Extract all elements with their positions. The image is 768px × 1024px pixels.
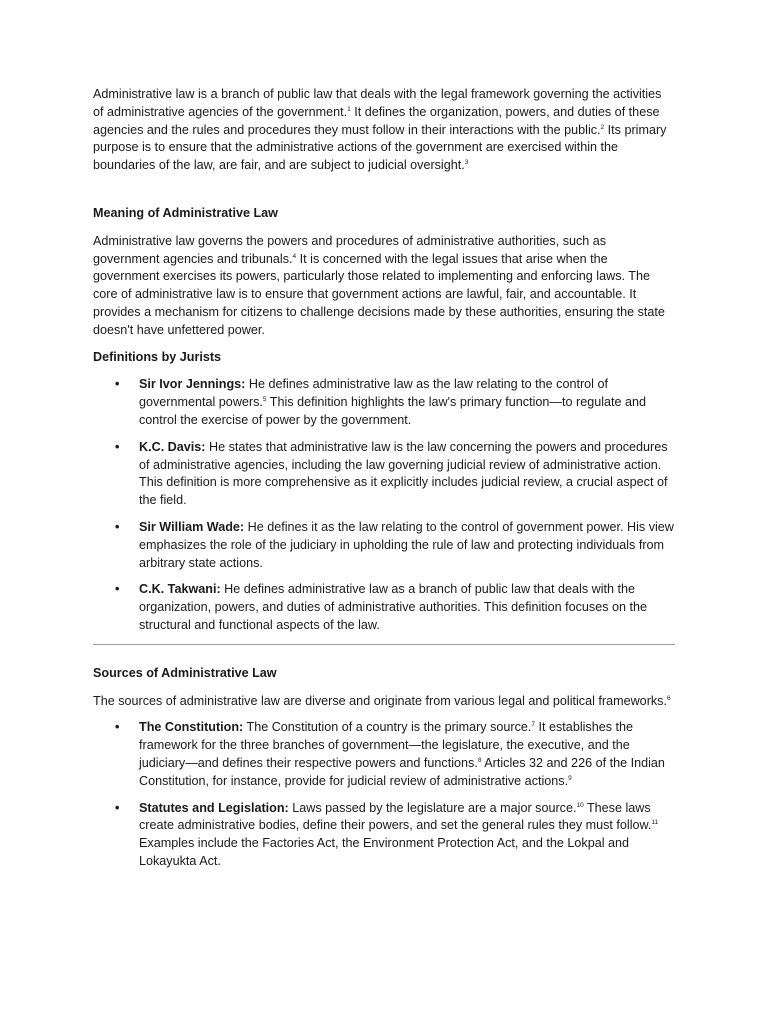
list-item [93, 581, 675, 634]
footnote-ref-1[interactable]: 1 [347, 105, 351, 113]
definition-text: He states that administrative law is the law concerning the powers and procedures of administrative agencies, including the law governing judicial review of administrative action. This definition is more comprehensive as it explicitly includes judicial review, a crucial aspect of the field. [139, 439, 668, 508]
intro-text-1: Administrative law is a branch of public law that deals with the legal framework governing the activities of administrative agencies of the government. [93, 87, 662, 119]
list-item [93, 376, 675, 429]
footnote-ref-10[interactable]: 10 [576, 801, 584, 809]
meaning-paragraph [93, 233, 675, 340]
definition-text: This definition highlights the law's primary function—to regulate and control the exercise of power by the government. [139, 395, 647, 427]
jurist-name: K.C. Davis: [139, 439, 206, 454]
list-item [93, 439, 675, 510]
source-text: These laws create administrative bodies, define their powers, and set the general rules they must follow. [139, 800, 652, 833]
definition-text: He defines it as the law relating to the control of government power. His view emphasizes the role of the judiciary in upholding the rule of law and protecting individuals from arbitrary state actions. [139, 519, 674, 570]
bullet-icon: • [115, 377, 120, 392]
footnote-ref-11[interactable]: 11 [651, 819, 659, 827]
bullet-icon: • [115, 519, 120, 534]
source-text: The Constitution of a country is the primary source. [243, 720, 532, 735]
definitions-heading: Definitions by Jurists [93, 349, 222, 364]
footnote-ref-2[interactable]: 2 [600, 123, 605, 131]
list-item [93, 519, 675, 572]
footnote-ref-8[interactable]: 8 [477, 756, 482, 764]
source-text: It establishes the framework for the three branches of government—the legislature, the executive, and the judiciary—and defines their respective powers and functions. [139, 720, 634, 770]
definitions-list [93, 376, 675, 634]
list-item [93, 800, 675, 871]
sources-list [93, 719, 675, 870]
bullet-icon: • [115, 800, 120, 815]
definition-text: He defines administrative law as the law relating to the control of governmental powers. [139, 377, 608, 410]
sources-paragraph [93, 693, 675, 711]
sources-text: The sources of administrative law are diverse and originate from various legal and political frameworks. [93, 693, 667, 708]
definition-text: He defines administrative law as a branch of public law that deals with the organization, powers, and duties of administrative authorities. This definition focuses on the structural and functional aspects of the law. [139, 582, 648, 632]
intro-text-3: Its primary purpose is to ensure that the administrative actions of the government are exercised within the boundaries of the law, are fair, and are subject to judicial oversight. [93, 122, 667, 173]
footnote-ref-4[interactable]: 4 [292, 252, 297, 260]
section-divider [93, 644, 675, 645]
meaning-heading: Meaning of Administrative Law [93, 205, 278, 220]
bullet-icon: • [115, 720, 120, 735]
intro-paragraph [93, 86, 675, 175]
footnote-ref-6[interactable]: 6 [666, 694, 671, 702]
intro-text-2: It defines the organization, powers, and duties of these agencies and the rules and procedures they must follow in their interactions with the public. [93, 104, 660, 137]
footnote-ref-5[interactable]: 5 [262, 396, 267, 404]
footnote-ref-9[interactable]: 9 [568, 774, 572, 782]
bullet-icon: • [115, 439, 120, 454]
source-text: Laws passed by the legislature are a major source. [288, 800, 577, 815]
jurist-name: Sir William Wade: [139, 519, 245, 534]
source-text: Examples include the Factories Act, the Environment Protection Act, and the Lokpal and Lokayukta Act. [139, 836, 630, 868]
list-item [93, 719, 675, 790]
meaning-text-1: Administrative law governs the powers and procedures of administrative authorities, such as government agencies and tribunals. [93, 233, 607, 266]
jurist-name: C.K. Takwani: [139, 582, 221, 597]
source-text: Articles 32 and 226 of the Indian Constitution, for instance, provide for judicial review of administrative actions. [139, 755, 665, 788]
meaning-text-2: It is concerned with the legal issues that arise when the government exercises its powers, particularly those related to implementing and enforcing laws. The core of administrative law is to ensure that government actions are lawful, fair, and accountable. It provides a mechanism for citizens to challenge decisions made by these authorities, ensuring the state doesn't have unfettered power. [93, 251, 665, 337]
document-page [93, 86, 675, 880]
jurist-name: Sir Ivor Jennings: [139, 377, 246, 392]
footnote-ref-7[interactable]: 7 [531, 721, 536, 729]
source-name: Statutes and Legislation: [139, 800, 289, 815]
footnote-ref-3[interactable]: 3 [464, 159, 469, 167]
source-name: The Constitution: [139, 720, 244, 735]
sources-heading: Sources of Administrative Law [93, 665, 277, 680]
bullet-icon: • [115, 582, 120, 597]
